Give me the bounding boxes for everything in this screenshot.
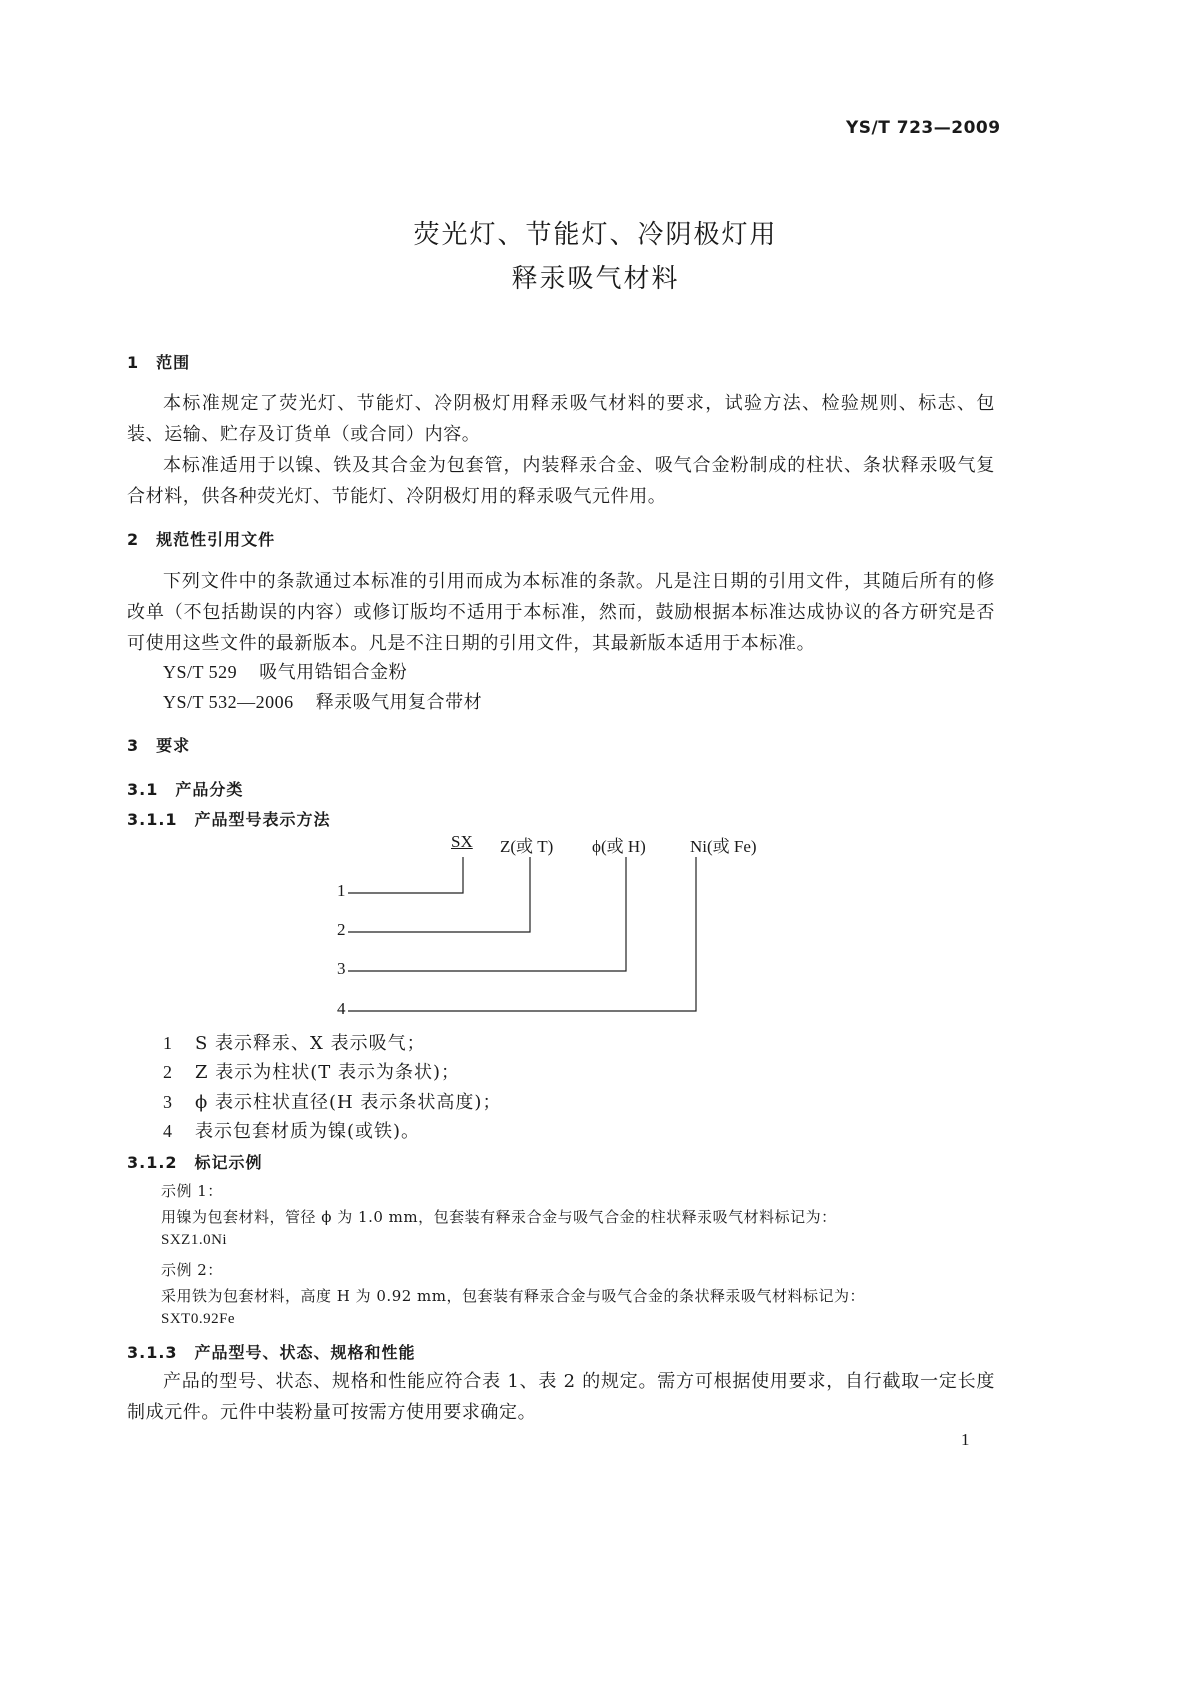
- list-item-number: 4: [163, 1121, 173, 1141]
- section-1-paragraph-1: 本标准规定了荧光灯、节能灯、冷阴极灯用释汞吸气材料的要求，试验方法、检验规则、标志、包装、运输、贮存及订货单（或合同）内容。: [127, 393, 995, 445]
- document-title-line2: 释汞吸气材料: [511, 264, 680, 294]
- list-item-number: 3: [163, 1092, 173, 1112]
- diagram-number: 2: [337, 920, 346, 939]
- section-1-heading: 1 范围: [127, 353, 191, 372]
- reference-item: [163, 658, 407, 684]
- reference-name: 吸气用锆铝合金粉: [259, 662, 408, 683]
- diagram-number: 1: [337, 881, 346, 900]
- list-item-text: ϕ 表示柱状直径(H 表示条状高度)；: [195, 1092, 502, 1113]
- connector-line-4: [348, 857, 696, 1011]
- list-item-text: S 表示释汞、X 表示吸气；: [195, 1033, 426, 1054]
- example-2-label: 示例 2：: [161, 1261, 223, 1279]
- example-1-label: 示例 1：: [161, 1182, 223, 1200]
- list-item-number: 1: [163, 1033, 173, 1053]
- reference-item: [163, 688, 482, 714]
- connector-line-2: [348, 857, 530, 932]
- list-item-text: 表示包套材质为镍(或铁)。: [195, 1121, 421, 1142]
- diagram-part-shape: Z(或 T): [500, 837, 554, 856]
- section-1-paragraph-2: 本标准适用于以镍、铁及其合金为包套管，内装释汞合金、吸气合金粉制成的柱状、条状释汞吸气复合材料，供各种荧光灯、节能灯、冷阴极灯用的释汞吸气元件用。: [127, 455, 995, 507]
- example-1-code: SXZ1.0Ni: [161, 1232, 228, 1248]
- section-3-1-heading: 3.1 产品分类: [127, 780, 244, 799]
- reference-code: YS/T 529: [163, 662, 238, 682]
- list-item: [163, 1088, 501, 1114]
- section-2-paragraph: 下列文件中的条款通过本标准的引用而成为本标准的条款。凡是注日期的引用文件，其随后所有的修改单（不包括勘误的内容）或修订版均不适用于本标准，然而，鼓励根据本标准达成协议的各方研究是否可使用这些文件的最新版本。凡是不注日期的引用文件，其最新版本适用于本标准。: [127, 571, 995, 654]
- list-item: [163, 1058, 460, 1084]
- list-item-number: 2: [163, 1062, 173, 1082]
- connector-line-1: [348, 857, 463, 893]
- section-3-1-2-heading: 3.1.2 标记示例: [127, 1153, 263, 1172]
- diagram-part-size: ϕ(或 H): [592, 837, 646, 856]
- diagram-number: 4: [337, 999, 346, 1018]
- example-1-text: 用镍为包套材料，管径 ϕ 为 1.0 mm，包套装有释汞合金与吸气合金的柱状释汞吸气材料标记为：: [161, 1208, 837, 1226]
- section-3-1-3-paragraph: 产品的型号、状态、规格和性能应符合表 1、表 2 的规定。需方可根据使用要求，自行截取一定长度制成元件。元件中装粉量可按需方使用要求确定。: [127, 1371, 995, 1423]
- standard-code: YS/T 723—2009: [846, 118, 1001, 138]
- connector-line-3: [348, 857, 626, 971]
- page-number: 1: [961, 1430, 970, 1449]
- diagram-part-material: Ni(或 Fe): [690, 837, 757, 856]
- list-item: [163, 1029, 426, 1055]
- list-item: [163, 1117, 420, 1143]
- reference-name: 释汞吸气用复合带材: [315, 692, 483, 713]
- section-3-1-3-heading: 3.1.3 产品型号、状态、规格和性能: [127, 1343, 416, 1362]
- document-title-line1: 荧光灯、节能灯、冷阴极灯用: [413, 220, 778, 250]
- reference-code: YS/T 532—2006: [163, 692, 294, 712]
- example-2-text: 采用铁为包套材料，高度 H 为 0.92 mm，包套装有释汞合金与吸气合金的条状释汞吸气材料标记为：: [161, 1287, 866, 1305]
- section-2-heading: 2 规范性引用文件: [127, 530, 276, 549]
- diagram-part-sx: SX: [451, 832, 473, 851]
- example-2-code: SXT0.92Fe: [161, 1311, 236, 1327]
- section-3-heading: 3 要求: [127, 736, 191, 755]
- section-3-1-1-heading: 3.1.1 产品型号表示方法: [127, 810, 331, 829]
- diagram-number: 3: [337, 959, 346, 978]
- list-item-text: Z 表示为柱状(T 表示为条状)；: [195, 1062, 460, 1083]
